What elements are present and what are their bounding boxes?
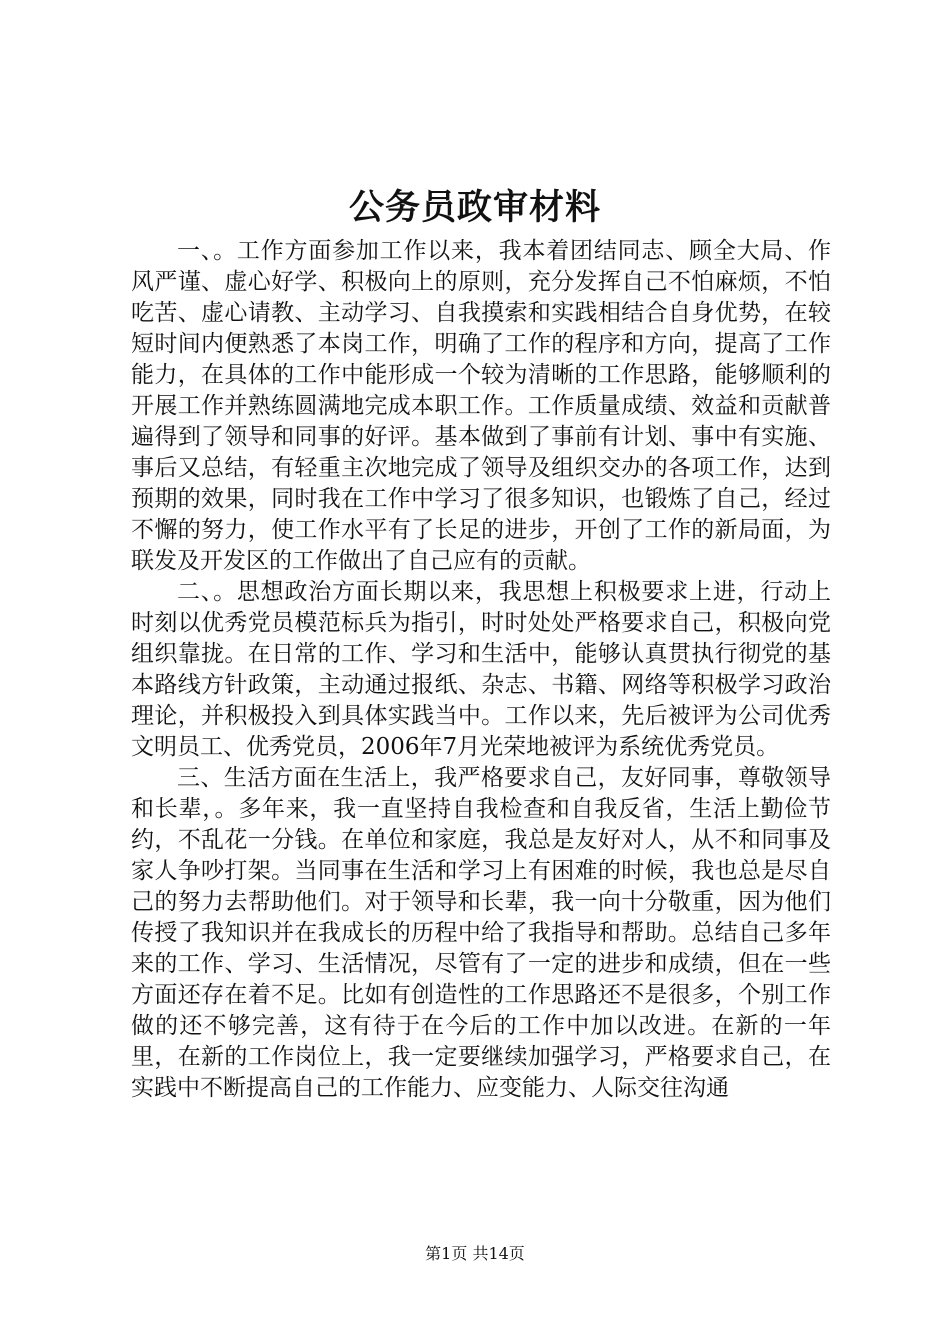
paragraph-life: 三、生活方面在生活上，我严格要求自己，友好同事，尊敬领导和长辈，。多年来，我一直坚持自我检查和自我反省，生活上勤俭节约，不乱花一分钱。在单位和家庭，我总是友好对人，从不和同事及家人争吵打架。当同事在生活和学习上有困难的时候，我也总是尽自己的努力去帮助他们。对于领导和长辈，我一向十分敬重，因为他们传授了我知识并在我成长的历程中给了我指导和帮助。总结自己多年来的工作、学习、生活情况，尽管有了一定的进步和成绩，但在一些方面还存在着不足。比如有创造性的工作思路还不是很多，个别工作做的还不够完善，这有待于在今后的工作中加以改进。在新的一年里，在新的工作岗位上，我一定要继续加强学习，严格要求自己，在实践中不断提高自己的工作能力、应变能力、人际交往沟通 <box>131 765 831 1101</box>
page-footer: 第1页 共14页 <box>425 1244 525 1263</box>
paragraph-work: 一、。工作方面参加工作以来，我本着团结同志、顾全大局、作风严谨、虚心好学、积极向上的原则，充分发挥自己不怕麻烦，不怕吃苦、虚心请教、主动学习、自我摸索和实践相结合自身优势，在较短时间内便熟悉了本岗工作，明确了工作的程序和方向，提高了工作能力，在具体的工作中能形成一个较为清晰的工作思路，能够顺利的开展工作并熟练圆满地完成本职工作。工作质量成绩、效益和贡献普遍得到了领导和同事的好评。基本做到了事前有计划、事中有实施、事后又总结，有轻重主次地完成了领导及组织交办的各项工作，达到预期的效果，同时我在工作中学习了很多知识，也锻炼了自己，经过不懈的努力，使工作水平有了长足的进步，开创了工作的新局面，为联发及开发区的工作做出了自己应有的贡献。 <box>131 238 831 574</box>
document-body <box>131 236 831 1104</box>
document-title: 公务员政审材料 <box>348 187 601 228</box>
paragraph-politics: 二、。思想政治方面长期以来，我思想上积极要求上进，行动上时刻以优秀党员模范标兵为指引，时时处处严格要求自己，积极向党组织靠拢。在日常的工作、学习和生活中，能够认真贯执行彻党的基本路线方针政策，主动通过报纸、杂志、书籍、网络等积极学习政治理论，并积极投入到具体实践当中。工作以来，先后被评为公司优秀文明员工、优秀党员，2006年7月光荣地被评为系统优秀党员。 <box>131 579 831 760</box>
